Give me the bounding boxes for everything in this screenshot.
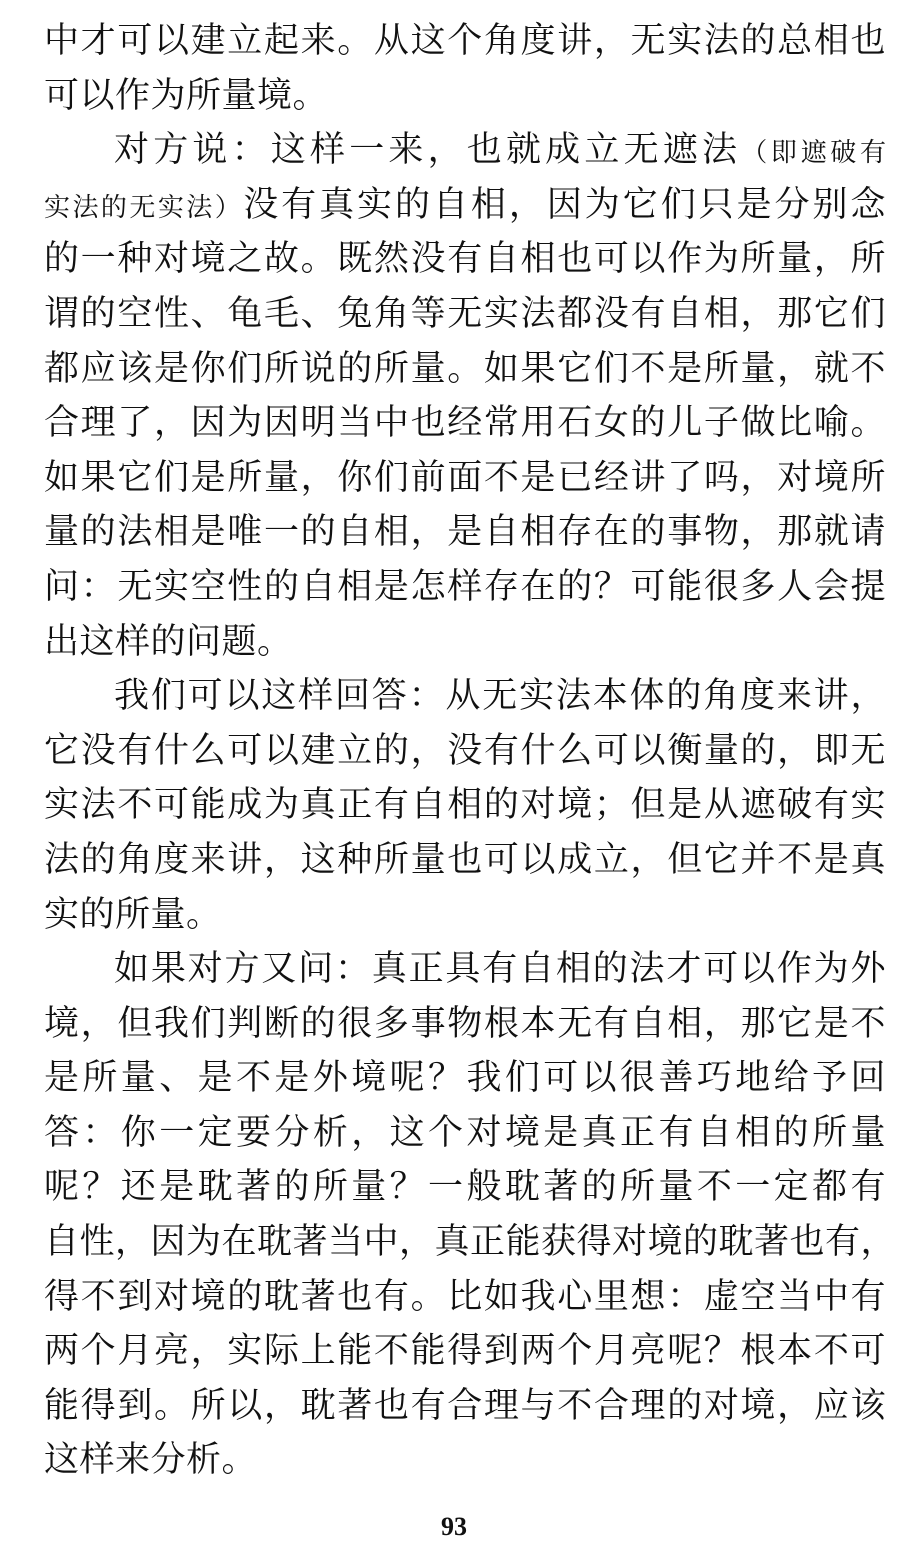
page-number: 93: [441, 1512, 467, 1541]
text-line: 是所量、是不是外境呢？我们可以很善巧地给予回: [44, 1058, 886, 1099]
text-line: 我们可以这样回答：从无实法本体的角度来讲，: [114, 676, 886, 717]
text-line: 实法不可能成为真正有自相的对境；但是从遮破有实: [44, 785, 886, 826]
text-line: 答：你一定要分析，这个对境是真正有自相的所量: [44, 1112, 886, 1153]
text-line: 能得到。所以，耽著也有合理与不合理的对境，应该: [44, 1385, 886, 1426]
text-line: 如果它们是所量，你们前面不是已经讲了吗，对境所: [44, 457, 886, 498]
inline-annotation: （即遮破有: [741, 138, 886, 169]
text-line: 两个月亮，实际上能不能得到两个月亮呢？根本不可: [44, 1331, 886, 1372]
text-line: 对方说：这样一来，也就成立无遮法（即遮破有: [114, 130, 886, 171]
text-line: 问：无实空性的自相是怎样存在的？可能很多人会提: [44, 566, 886, 607]
text-line: 量的法相是唯一的自相，是自相存在的事物，那就请: [44, 512, 886, 553]
text-line: 可以作为所量境。: [44, 75, 329, 116]
text-line: 出这样的问题。: [44, 621, 293, 662]
text-line: 自性，因为在耽著当中，真正能获得对境的耽著也有，: [44, 1222, 897, 1263]
text-line: 的一种对境之故。既然没有自相也可以作为所量，所: [44, 239, 886, 280]
text-line: 中才可以建立起来。从这个角度讲，无实法的总相也: [44, 21, 886, 61]
body-text: [44, 14, 897, 1488]
inline-annotation: 实法的无实法）: [44, 192, 244, 223]
text-line: 实法的无实法）没有真实的自相，因为它们只是分别念: [44, 184, 886, 225]
text-line: 都应该是你们所说的所量。如果它们不是所量，就不: [44, 348, 886, 389]
text-line: 实的所量。: [44, 894, 222, 935]
text-line: 呢？还是耽著的所量？一般耽著的所量不一定都有: [44, 1167, 886, 1208]
text-line: 法的角度来讲，这种所量也可以成立，但它并不是真: [44, 839, 886, 880]
text-line: 如果对方又问：真正具有自相的法才可以作为外: [114, 949, 886, 990]
text-line: 谓的空性、龟毛、兔角等无实法都没有自相，那它们: [44, 293, 886, 334]
text-line: 它没有什么可以建立的，没有什么可以衡量的，即无: [44, 730, 886, 771]
text-line: 合理了，因为因明当中也经常用石女的儿子做比喻。: [44, 403, 886, 444]
text-line: 这样来分析。: [44, 1440, 258, 1481]
text-line: 境，但我们判断的很多事物根本无有自相，那它是不: [44, 1003, 886, 1044]
text-line: 得不到对境的耽著也有。比如我心里想：虚空当中有: [44, 1276, 886, 1317]
